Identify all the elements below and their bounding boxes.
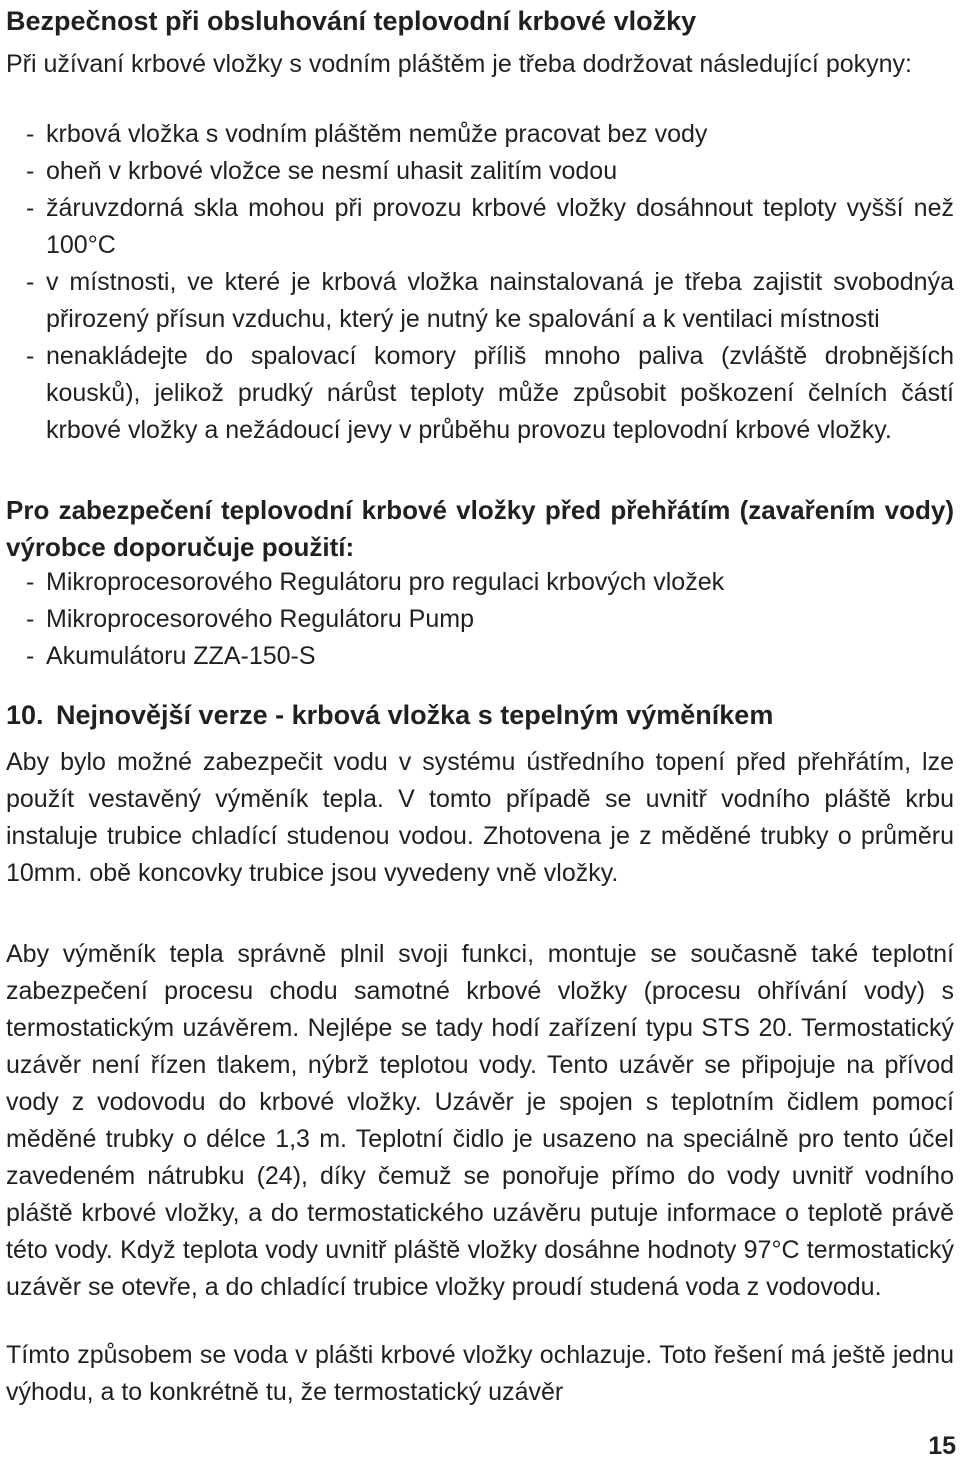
section-number: 10. bbox=[6, 700, 44, 730]
safety-instructions-list bbox=[6, 116, 954, 449]
page-title: Bezpečnost při obsluhování teplovodní krbové vložky bbox=[6, 6, 697, 36]
section-heading bbox=[6, 697, 954, 733]
list-item: - krbová vložka s vodním pláštěm nemůže pracovat bez vody bbox=[6, 116, 954, 153]
protection-devices-list bbox=[6, 564, 954, 675]
list-item: - Mikroprocesorového Regulátoru pro regulaci krbových vložek bbox=[6, 564, 954, 601]
page-number: 15 bbox=[928, 1432, 956, 1460]
list-item: - Mikroprocesorového Regulátoru Pump bbox=[6, 601, 954, 638]
protection-heading: Pro zabezpečení teplovodní krbové vložky před přehřátím (zavařením vody) výrobce doporučuje použití: bbox=[6, 495, 954, 562]
body-paragraph: Aby výměník tepla správně plnil svoji funkci, montuje se současně také teplotní zabezpečení procesu chodu samotné krbové vložky (procesu ohřívání vody) s termostatickým uzávěrem. Nejlépe se tady hodí zařízení typu STS 20. Termostatický uzávěr není řízen tlakem, nýbrž teplotou vody. Tento uzávěr se připojuje na přívod vody z vodovodu do krbové vložky. Uzávěr je spojen s teplotním čidlem pomocí měděné trubky o délce 1,3 m. Teplotní čidlo je usazeno na speciálně pro tento účel zavedeném nátrubku (24), díky čemuž se ponořuje přímo do vody uvnitř vodního pláště krbové vložky, a do termostatického uzávěru putuje informace o teplotě právě této vody. Když teplota vody uvnitř pláště vložky dosáhne hodnoty 97°C termostatický uzávěr se otevře, a do chladící trubice vložky proudí studená voda z vodovodu. bbox=[6, 940, 954, 1301]
section-title: Nejnovější verze - krbová vložka s tepelným výměníkem bbox=[56, 700, 774, 730]
list-item: - Akumulátoru ZZA-150-S bbox=[6, 638, 954, 675]
list-item: - žáruvzdorná skla mohou při provozu krbové vložky dosáhnout teploty vyšší než 100°C bbox=[6, 190, 954, 264]
list-item: - nenakládejte do spalovací komory příliš mnoho paliva (zvláště drobnějších kousků), jelikož prudký nárůst teploty může způsobit poškození čelních částí krbové vložky a nežádoucí jevy v průběhu provozu teplovodní krbové vložky. bbox=[6, 338, 954, 449]
body-paragraph: Tímto způsobem se voda v plášti krbové vložky ochlazuje. Toto řešení má ještě jednu výhodu, a to konkrétně tu, že termostatický uzávěr bbox=[6, 1341, 954, 1406]
intro-paragraph: Při užívaní krbové vložky s vodním pláštěm je třeba dodržovat následující pokyny: bbox=[6, 50, 912, 78]
list-item: - v místnosti, ve které je krbová vložka nainstalovaná je třeba zajistit svobodnýa přirozený přísun vzduchu, který je nutný ke spalování a k ventilaci místnosti bbox=[6, 264, 954, 338]
body-paragraph: Aby bylo možné zabezpečit vodu v systému ústředního topení před přehřátím, lze použít vestavěný výměník tepla. V tomto případě se uvnitř vodního pláště krbu instaluje trubice chladící studenou vodou. Zhotovena je z měděné trubky o průměru 10mm. obě koncovky trubice jsou vyvedeny vně vložky. bbox=[6, 748, 954, 887]
list-item: - oheň v krbové vložce se nesmí uhasit zalitím vodou bbox=[6, 153, 954, 190]
